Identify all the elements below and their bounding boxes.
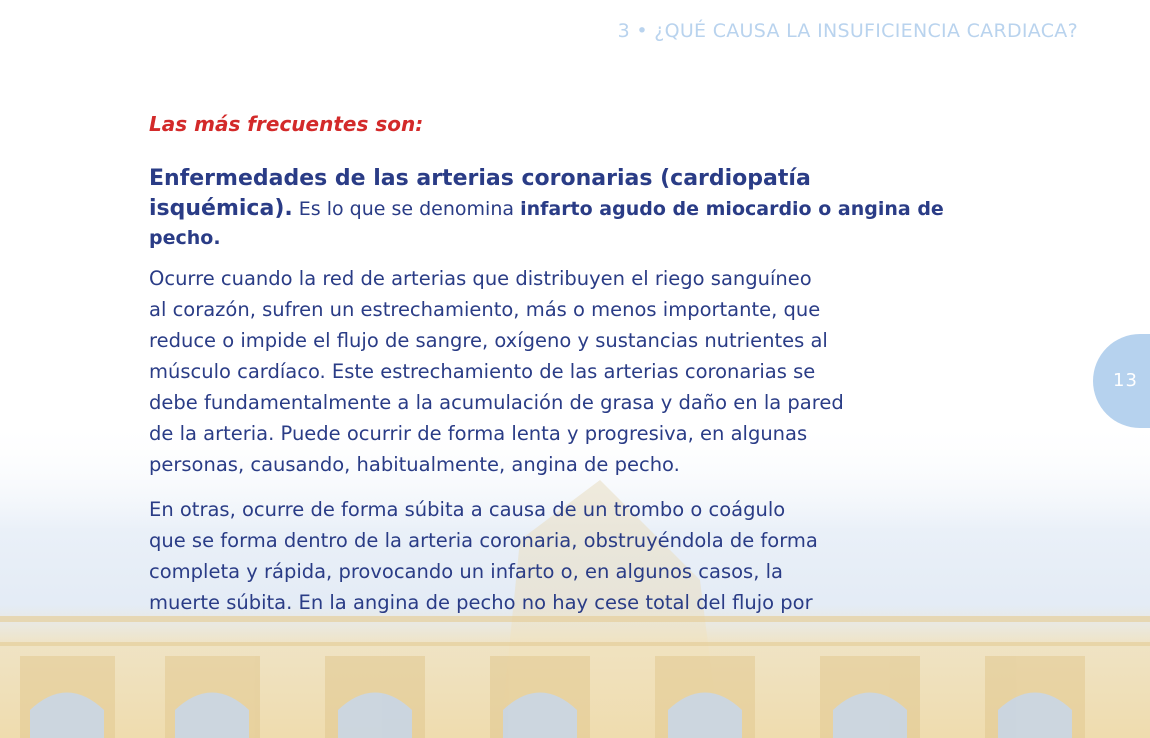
body-paragraph-1	[149, 263, 959, 480]
paragraph-line: que se forma dentro de la arteria coronaria, obstruyéndola de forma	[149, 529, 818, 552]
paragraph-line: debe fundamentalmente a la acumulación de grasa y daño en la pared	[149, 391, 844, 414]
paragraph-line: En otras, ocurre de forma súbita a causa de un trombo o coágulo	[149, 498, 786, 521]
paragraph-line: muerte súbita. En la angina de pecho no hay cese total del flujo por	[149, 591, 813, 614]
body-paragraph-2	[149, 494, 959, 618]
paragraph-line: al corazón, sufren un estrechamiento, más o menos importante, que	[149, 298, 821, 321]
paragraph-line: de la arteria. Puede ocurrir de forma lenta y progresiva, en algunas	[149, 422, 808, 445]
page-number-tab	[1093, 334, 1150, 428]
lead-bold-tail: infarto agudo de miocardio o angina de pecho.	[149, 198, 944, 249]
page-number: 13	[1113, 370, 1138, 391]
lead-paragraph	[149, 164, 959, 253]
lead-title: Enfermedades de las arterias coronarias (cardiopatía isquémica).	[149, 166, 811, 221]
paragraph-line: Ocurre cuando la red de arterias que distribuyen el riego sanguíneo	[149, 267, 812, 290]
lead-text: Es lo que se denomina	[292, 198, 521, 220]
main-content	[149, 110, 959, 632]
paragraph-line: reduce o impide el flujo de sangre, oxígeno y sustancias nutrientes al	[149, 329, 828, 352]
running-header: 3 • ¿QUÉ CAUSA LA INSUFICIENCIA CARDIACA?	[617, 20, 1078, 42]
paragraph-line: completa y rápida, provocando un infarto o, en algunos casos, la	[149, 560, 783, 583]
paragraph-line: personas, causando, habitualmente, angina de pecho.	[149, 453, 680, 476]
paragraph-line: músculo cardíaco. Este estrechamiento de las arterias coronarias se	[149, 360, 816, 383]
section-kicker: Las más frecuentes son:	[149, 112, 424, 136]
